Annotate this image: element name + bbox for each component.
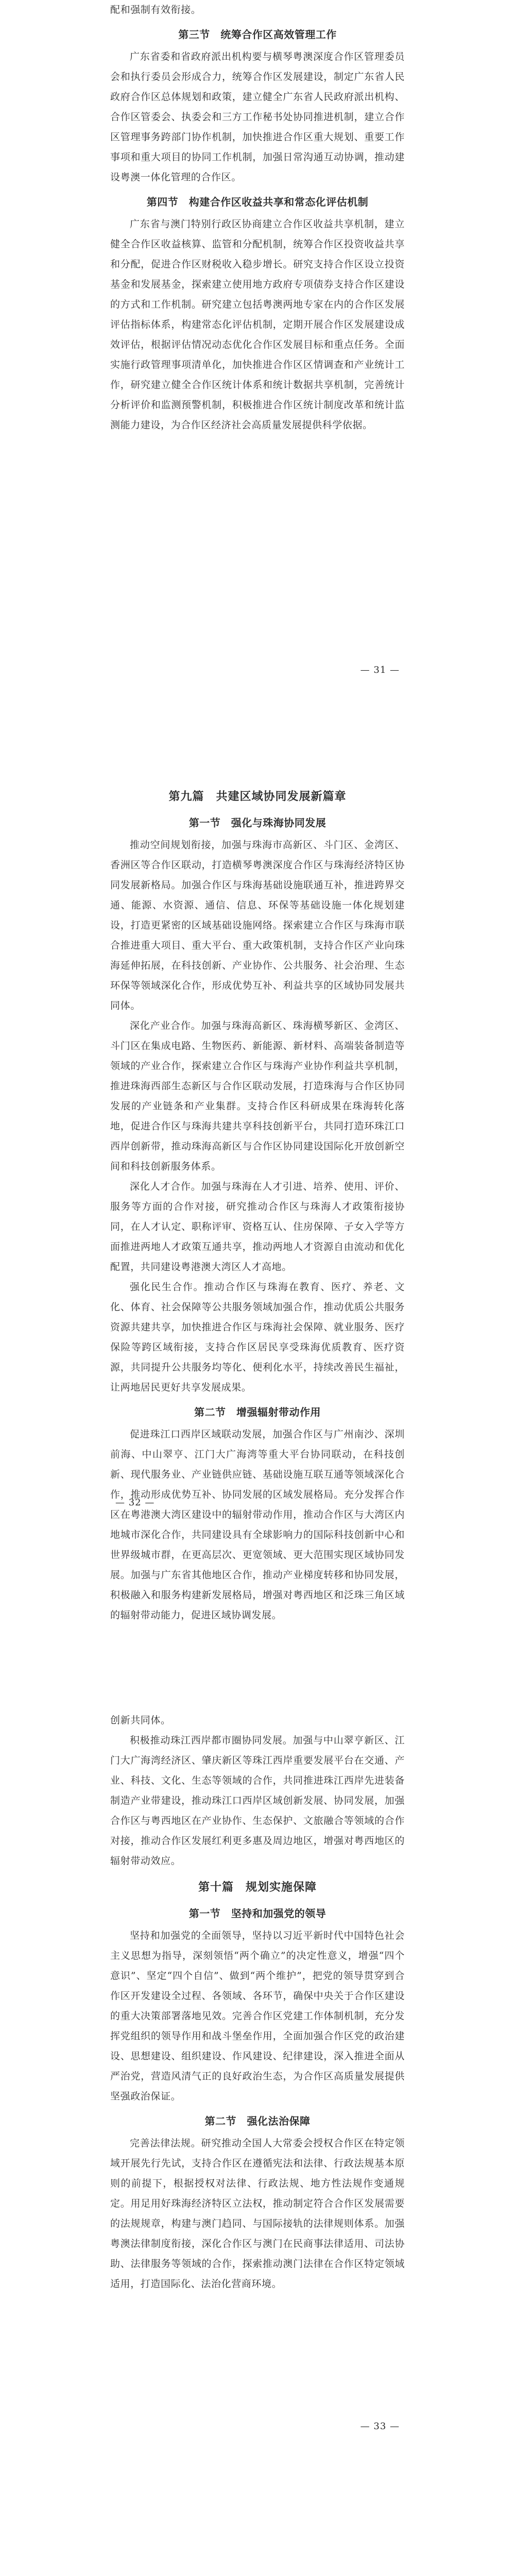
paragraph: 配和强制有效衔接。: [110, 4, 201, 15]
page-number: — 33 —: [360, 2421, 400, 2432]
page-number: — 31 —: [360, 665, 400, 675]
paragraph: 促进珠江口西岸区域联动发展，加强合作区与广州南沙、深圳前海、中山翠亨、江门大广海湾等重大平台协同联动，在科技创新、现代服务业、产业链供应链、基础设施互联互通等领域深化合作，推动形成优势互补、协同发展的区域发展格局。充分发挥合作区在粤港澳大湾区建设中的辐射带动作用，推动合作区与大湾区内地城市深化合作，共同建设具有全球影响力的国际科技创新中心和世界级城市群，在更高层次、更宽领域、更大范围实现区域协同发展。加强与广东省其他地区合作，推动产业梯度转移和协同发展，积极融入和服务构建新发展格局，增强对粤西地区和泛珠三角区域的辐射带动能力，促进区域协调发展。: [110, 1429, 405, 1621]
section-title: 第二节 强化法治保障: [204, 2115, 311, 2127]
paragraph: 推动空间规划衔接，加强与珠海市高新区、斗门区、金湾区、香洲区等合作区联动，打造横琴粤澳深度合作区与珠海经济特区协同发展新格局。加强合作区与珠海基础设施联通互补，推进跨界交通、能源、水资源、通信、信息、环保等基础设施一体化规划建设，打造更紧密的区域基础设施网络。探索建立合作区与珠海市联合推进重大项目、重大平台、重大政策机制，支持合作区产业向珠海延伸拓展，在科技创新、产业协作、公共服务、社会治理、生态环保等领域深化合作，形成优势互补、利益共享的区域协同发展共同体。: [110, 839, 405, 1011]
section-title: 第四节 构建合作区收益共享和常态化评估机制: [146, 196, 369, 208]
paragraph: 创新共同体。: [110, 1715, 171, 1726]
page-31-content: [0, 0, 515, 435]
page-number: — 32 —: [115, 1497, 155, 1508]
section-title: 第一节 强化与珠海协同发展: [188, 817, 327, 829]
section-title: 第一节 坚持和加强党的领导: [188, 1907, 327, 1920]
paragraph: 强化民生合作。推动合作区与珠海在教育、医疗、养老、文化、体育、社会保障等公共服务领域加强合作，推动优质公共服务资源共建共享，加快推进合作区与珠海社会保障、就业服务、医疗保险等跨区域衔接，支持合作区居民享受珠海优质教育、医疗资源，共同提升公共服务均等化、便利化水平，持续改善民生福祉，让两地居民更好共享发展成果。: [110, 1281, 405, 1393]
paragraph: 积极推动珠江西岸都市圈协同发展。加强与中山翠亨新区、江门大广海湾经济区、肇庆新区等珠江西岸重要发展平台在交通、产业、科技、文化、生态等领域的合作，共同推进珠江西岸先进装备制造产业带建设，推动珠江口西岸区域创新发展、协同发展，加强合作区与粤西地区在产业协作、生态保护、文旅融合等领域的合作对接，推动合作区发展红利更多惠及周边地区，增强对粤西地区的辐射带动效应。: [110, 1735, 405, 1867]
chapter-title: 第九篇 共建区域协同发展新篇章: [168, 790, 347, 803]
paragraph: 广东省与澳门特别行政区协商建立合作区收益共享机制，建立健全合作区收益核算、监管和分配机制，统筹合作区投资收益共享和分配，促进合作区财税收入稳步增长。研究支持合作区设立投资基金和发展基金，探索建立使用地方政府专项债券支持合作区建设的方式和工作机制。研究建立包括粤澳两地专家在内的合作区发展评估指标体系，构建常态化评估机制，定期开展合作区发展建设成效评估，根据评估情况动态优化合作区发展目标和重点任务。全面实施行政管理事项清单化，加快推进合作区区情调查和产业统计工作，研究建立健全合作区统计体系和统计数据共享机制，完善统计分析评价和监测预警机制，积极推进合作区统计制度改革和统计监测能力建设，为合作区经济社会高质量发展提供科学依据。: [110, 218, 405, 431]
paragraph: 广东省委和省政府派出机构要与横琴粤澳深度合作区管理委员会和执行委员会形成合力，统筹合作区发展建设，制定广东省人民政府合作区总体规划和政策，建立健全广东省人民政府派出机构、合作区管委会、执委会和三方工作秘书处协同推进机制，建立合作区管理事务跨部门协作机制，加快推进合作区重大规划、重要工作事项和重大项目的协同工作机制，加强日常沟通互动协调，推动建设粤澳一体化管理的合作区。: [110, 51, 405, 183]
section-title: 第二节 增强辐射带动作用: [194, 1406, 321, 1418]
chapter-title: 第十篇 规划实施保障: [198, 1881, 317, 1894]
paragraph: 深化人才合作。加强与珠海在人才引进、培养、使用、评价、服务等方面的合作对接，研究推动合作区与珠海人才政策衔接协同，在人才认定、职称评审、资格互认、住房保障、子女入学等方面推进两地人才政策互通共享，推动两地人才资源自由流动和优化配置，共同建设粤港澳大湾区人才高地。: [110, 1181, 405, 1273]
paragraph: 完善法律法规。研究推动全国人大常委会授权合作区在特定领域开展先行先试，支持合作区在遵循宪法和法律、行政法规基本原则的前提下，根据授权对法律、行政法规、地方性法规作变通规定。用足用好珠海经济特区立法权，推动制定符合合作区发展需要的法规规章，构建与澳门趋同、与国际接轨的法律规则体系。加强粤澳法律制度衔接，深化合作区与澳门在民商事法律适用、司法协助、法律服务等领域的合作，探索推动澳门法律在合作区特定领域适用，打造国际化、法治化营商环境。: [110, 2138, 405, 2290]
paragraph: 坚持和加强党的全面领导，坚持以习近平新时代中国特色社会主义思想为指导，深刻领悟“两个确立”的决定性意义，增强“四个意识”、坚定“四个自信”、做到“两个维护”，把党的领导贯穿到合作区开发建设全过程、各领域、各环节，确保中央关于合作区建设的重大决策部署落地见效。完善合作区党建工作体制机制，充分发挥党组织的领导作用和战斗堡垒作用，全面加强合作区党的政治建设、思想建设、组织建设、作风建设、纪律建设，深入推进全面从严治党，营造风清气正的良好政治生态，为合作区高质量发展提供坚强政治保证。: [110, 1930, 405, 2102]
paragraph: 深化产业合作。加强与珠海高新区、珠海横琴新区、金湾区、斗门区在集成电路、生物医药、新能源、新材料、高端装备制造等领域的产业合作，探索建立合作区与珠海产业协作利益共享机制，推进珠海西部生态新区与合作区联动发展，打造珠海与合作区协同发展的产业链条和产业集群。支持合作区科研成果在珠海转化落地，促进合作区与珠海共建共享科技创新平台，共同打造环珠江口西岸创新带，推动珠海高新区与合作区协同建设国际化开放创新空间和科技创新服务体系。: [110, 1020, 405, 1172]
section-title: 第三节 统筹合作区高效管理工作: [178, 28, 337, 41]
page-33-content: [0, 1710, 515, 2294]
